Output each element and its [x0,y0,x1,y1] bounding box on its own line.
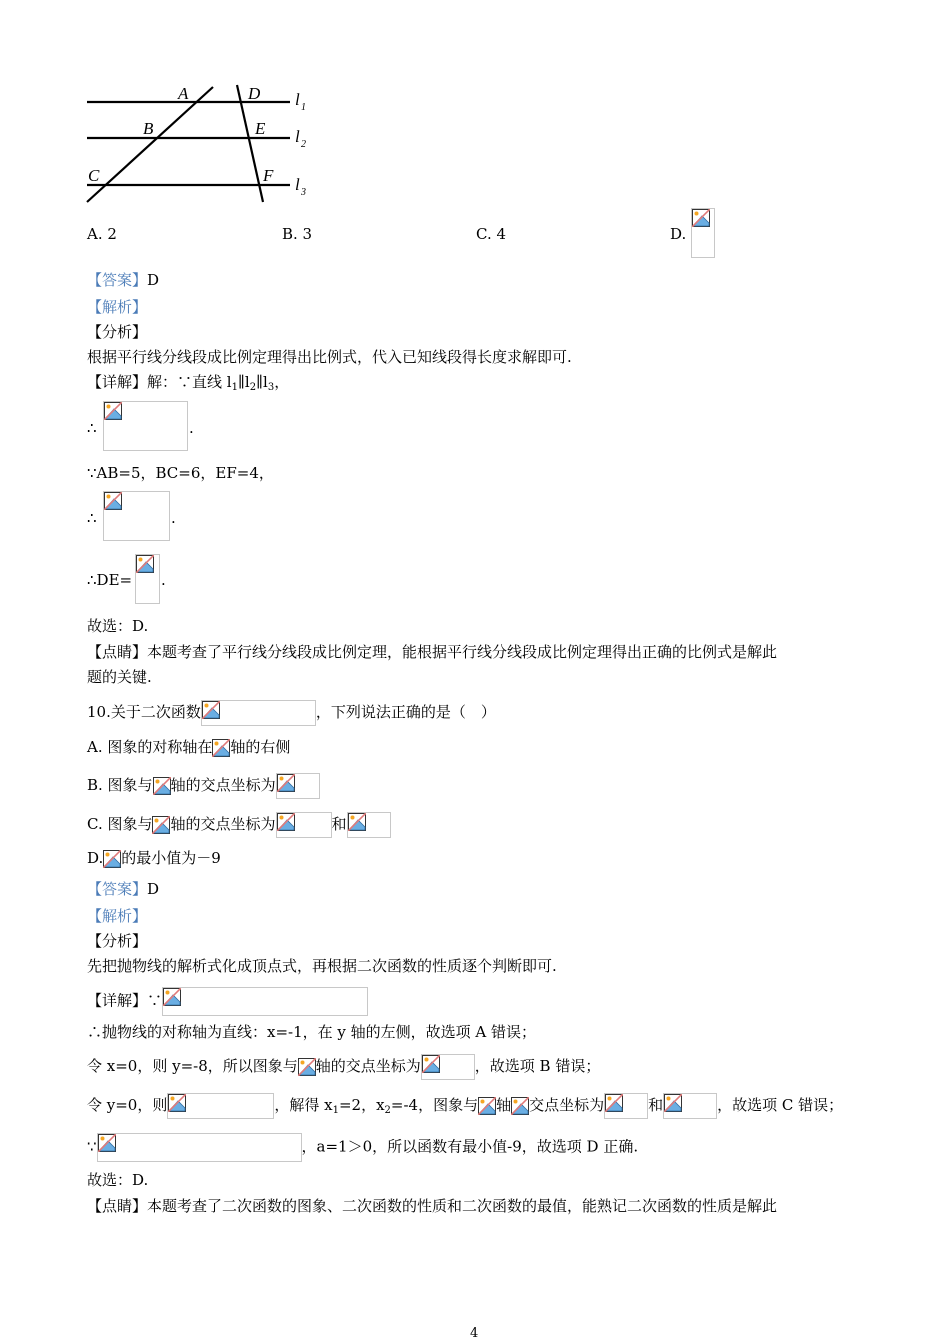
given-line: ∵AB=5，BC=6，EF=4， [87,464,274,482]
label-e: E [255,119,266,138]
broken-image-icon [298,1058,316,1076]
option-text: B. 图象与 [87,776,153,794]
broken-image-icon [422,1055,440,1073]
parallel-lines-figure [85,80,315,205]
therefore-2: ∴ [87,509,97,527]
text: 轴 [496,1096,512,1114]
de-line: ∴DE= [87,571,133,589]
review-line-1 [87,642,777,662]
text: ，a=1＞0，所以函数有最小值-9，故选项 D 正确. [301,1137,639,1156]
text: ∵ [87,1137,97,1156]
formula-image [347,812,391,838]
formula-image [201,700,316,726]
review-text: 本题考查了平行线分线段成比例定理，能根据平行线分线段成比例定理得出正确的比例式是解此 [147,643,778,661]
text: 和 [648,1096,664,1114]
answer-value: D [147,271,160,289]
formula-image [212,739,230,757]
line-c [87,1093,843,1121]
stem-text: ，下列说法正确的是（ ） [315,703,496,721]
formula-image [478,1097,496,1115]
broken-image-icon [664,1094,682,1112]
detail-label: 【详解】 [87,991,148,1010]
q10-detail-line [87,987,368,1016]
text: ，故选项 C 错误； [717,1096,844,1114]
line-b [87,1054,600,1080]
broken-image-icon [104,402,122,420]
text: 轴的交点坐标为 [315,1057,421,1075]
option-a: A. 2 [87,225,117,243]
sub: 1 [332,1105,339,1116]
comma: ， [274,373,290,391]
broken-image-icon [202,701,220,719]
text: =-4，图象与 [390,1096,479,1114]
q10-option-a [87,737,290,757]
answer-value: D [147,880,160,898]
line-a: ∴抛物线的对称轴为直线：x=-1，在 y 轴的左侧，故选项 A 错误； [87,1023,537,1041]
formula-image [298,1058,316,1076]
text: ，故选项 B 错误； [474,1057,601,1075]
label-a: A [178,84,189,103]
option-b: B. 3 [282,225,313,243]
text: 令 y=0，则 [87,1096,168,1114]
option-d-image [691,208,715,258]
label-f: F [263,166,274,185]
q10-option-d [87,848,221,868]
fenxi-label: 【分析】 [87,932,148,950]
broken-image-icon [136,555,154,573]
text: =2，x [338,1096,385,1114]
period: . [189,419,194,437]
review-label: 【点睛】 [87,1197,148,1215]
review-line [87,1196,777,1216]
formula-image [276,812,332,838]
broken-image-icon [104,492,122,510]
q10-option-c [87,812,391,838]
svg-text:l: l [295,127,300,146]
svg-text:2: 2 [301,139,306,150]
analysis-label: 【解析】 [87,907,148,925]
review-line-2: 题的关键. [87,668,152,686]
broken-image-icon [348,813,366,831]
parallel: ∥l [237,373,250,391]
svg-text:1: 1 [301,102,306,113]
stem-text: 10.关于二次函数 [87,703,201,721]
fenxi-label: 【分析】 [87,323,148,341]
option-text: A. 图象的对称轴在 [87,738,213,756]
option-text: 轴的交点坐标为 [170,776,276,794]
sub: 1 [231,382,238,393]
period: . [161,571,166,589]
sub: 3 [267,382,275,393]
review-text: 本题考查了二次函数的图象、二次函数的性质和二次函数的最值，能熟记二次函数的性质是解此 [147,1197,778,1215]
broken-image-icon [152,816,170,834]
option-text: D. [87,849,104,867]
option-c: C. 4 [476,225,507,243]
sub: 2 [249,382,257,393]
review-label: 【点睛】 [87,643,148,661]
page-number: 4 [470,1326,479,1341]
broken-image-icon [163,988,181,1006]
broken-image-icon [212,739,230,757]
text: 令 x=0，则 y=-8，所以图象与 [87,1057,298,1075]
q10-answer-line [87,879,159,899]
formula-image [135,554,160,604]
option-text: C. 图象与 [87,815,153,833]
answer-label: 【答案】 [87,271,148,289]
option-text: 的最小值为－9 [121,849,221,867]
formula-image [152,816,170,834]
q10-stem [87,700,496,726]
period: . [171,509,176,527]
fenxi-text: 先把抛物线的解析式化成顶点式，再根据二次函数的性质逐个判断即可. [87,957,557,975]
because: ∵ [147,991,163,1010]
broken-image-icon [692,209,710,227]
formula-image [103,401,188,451]
option-text: 轴的右侧 [230,738,291,756]
formula-image [421,1054,475,1080]
therefore-1: ∴ [87,419,97,437]
broken-image-icon [511,1097,529,1115]
label-b: B [143,119,154,138]
broken-image-icon [98,1134,116,1152]
label-d: D [248,84,261,103]
detail-line-1 [87,372,289,398]
broken-image-icon [103,850,121,868]
broken-image-icon [277,774,295,792]
q9-answer-line [87,270,159,290]
broken-image-icon [277,813,295,831]
detail-label: 【详解】 [87,373,148,391]
broken-image-icon [153,777,171,795]
detail-text: 解：∵直线 l [147,373,232,391]
option-text: 和 [331,815,347,833]
analysis-label: 【解析】 [87,298,148,316]
choose-line: 故选：D. [87,1171,149,1189]
parallel: ∥l [256,373,268,391]
formula-image [276,773,320,799]
formula-image [167,1093,274,1119]
answer-label: 【答案】 [87,880,148,898]
broken-image-icon [478,1097,496,1115]
formula-image [604,1093,648,1119]
broken-image-icon [605,1094,623,1112]
svg-text:3: 3 [301,187,306,198]
sub: 2 [384,1105,391,1116]
formula-image [162,987,368,1016]
formula-image [663,1093,717,1119]
formula-image [153,777,171,795]
formula-image [97,1133,302,1162]
fenxi-text: 根据平行线分线段成比例定理得出比例式，代入已知线段得长度求解即可. [87,348,572,366]
broken-image-icon [168,1094,186,1112]
line-d [87,1133,638,1162]
formula-image [511,1097,529,1115]
svg-text:l: l [295,90,300,109]
label-c: C [88,166,100,185]
option-text: 轴的交点坐标为 [170,815,276,833]
q10-option-b [87,773,320,799]
choose-line: 故选：D. [87,617,149,635]
q9-options [87,225,787,245]
svg-text:l: l [295,175,300,194]
text: ，解得 x [274,1096,333,1114]
text: 交点坐标为 [529,1096,605,1114]
formula-image [103,491,170,541]
formula-image [103,850,121,868]
option-d: D. [670,225,687,243]
